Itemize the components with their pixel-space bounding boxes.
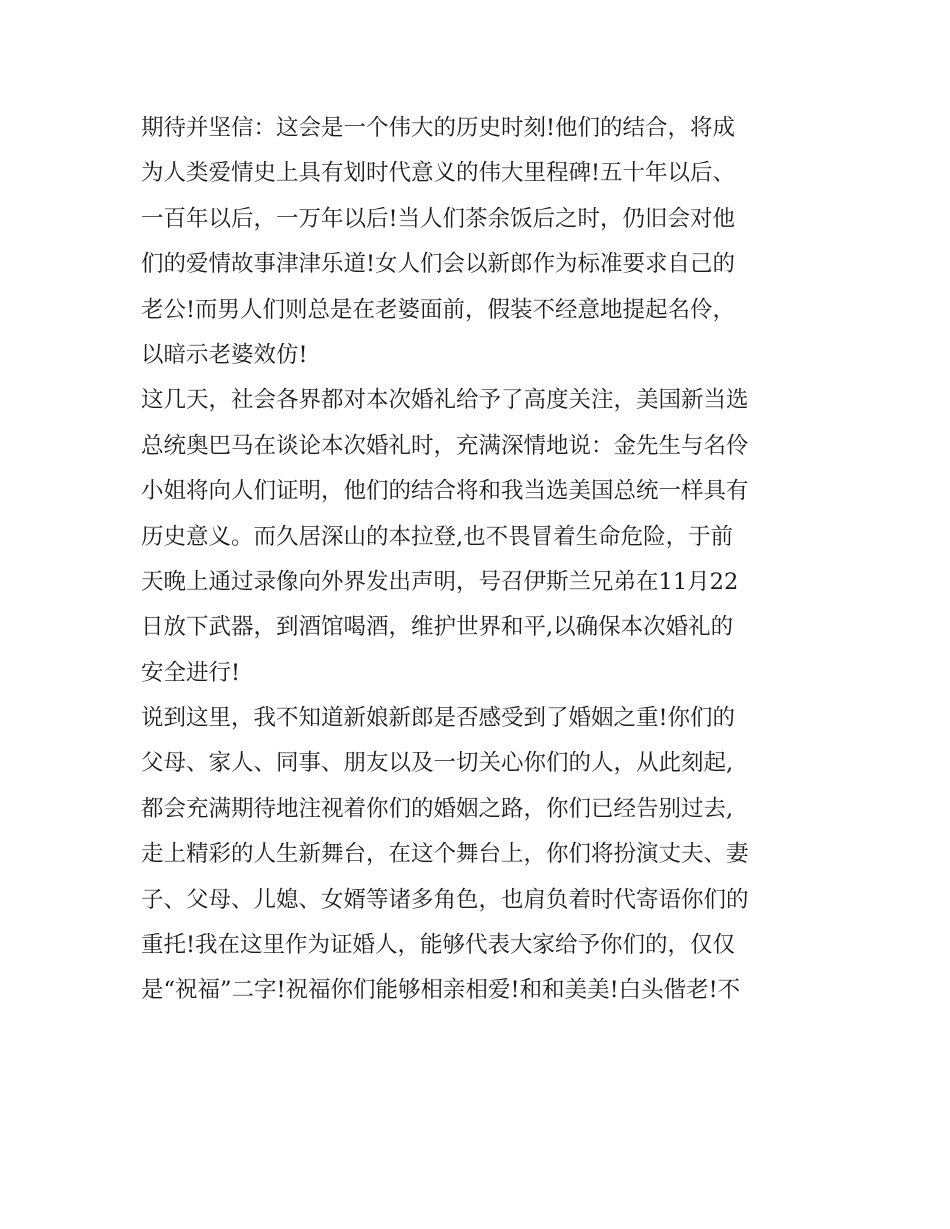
text-line: 总统奥巴马在谈论本次婚礼时，充满深情地说：金先生与名伶 (141, 432, 749, 459)
text-line: 以暗示老婆效仿! (141, 341, 308, 368)
text-line: 子、父母、儿媳、女婿等诸多角色，也肩负着时代寄语你们的 (141, 886, 749, 913)
text-line: 小姐将向人们证明，他们的结合将和我当选美国总统一样具有 (141, 478, 749, 505)
text-line: 安全进行! (141, 659, 241, 686)
text-line: 父母、家人、同事、朋友以及一切关心你们的人，从此刻起, (141, 750, 734, 777)
text-line: 一百年以后，一万年以后!当人们茶余饭后之时，仍旧会对他 (141, 205, 736, 232)
body-text (141, 106, 821, 1014)
text-line: 都会充满期待地注视着你们的婚姻之路，你们已经告别过去, (141, 795, 734, 822)
text-line: 期待并坚信：这会是一个伟大的历史时刻!他们的结合，将成 (141, 115, 736, 141)
text-line: 历史意义。而久居深山的本拉登,也不畏冒着生命危险，于前 (141, 523, 734, 550)
text-line: 们的爱情故事津津乐道!女人们会以新郎作为标准要求自己的 (141, 251, 736, 278)
text-line: 说到这里，我不知道新娘新郎是否感受到了婚姻之重!你们的 (141, 705, 736, 732)
text-line: 为人类爱情史上具有划时代意义的伟大里程碑!五十年以后、 (141, 160, 736, 187)
text-line: 是“祝福”二字!祝福你们能够相亲相爱!和和美美!白头偕老!不 (141, 977, 741, 1004)
text-line: 天晚上通过录像向外界发出声明，号召伊斯兰兄弟在11月22 (141, 568, 739, 595)
text-line: 走上精彩的人生新舞台，在这个舞台上，你们将扮演丈夫、妻 (141, 841, 749, 868)
text-line: 老公!而男人们则总是在老婆面前，假装不经意地提起名伶， (141, 296, 736, 323)
text-line: 日放下武器，到酒馆喝酒，维护世界和平,以确保本次婚礼的 (141, 614, 734, 641)
text-line: 这几天，社会各界都对本次婚礼给予了高度关注，美国新当选 (141, 387, 749, 414)
text-line: 重托!我在这里作为证婚人，能够代表大家给予你们的，仅仅 (141, 932, 736, 959)
